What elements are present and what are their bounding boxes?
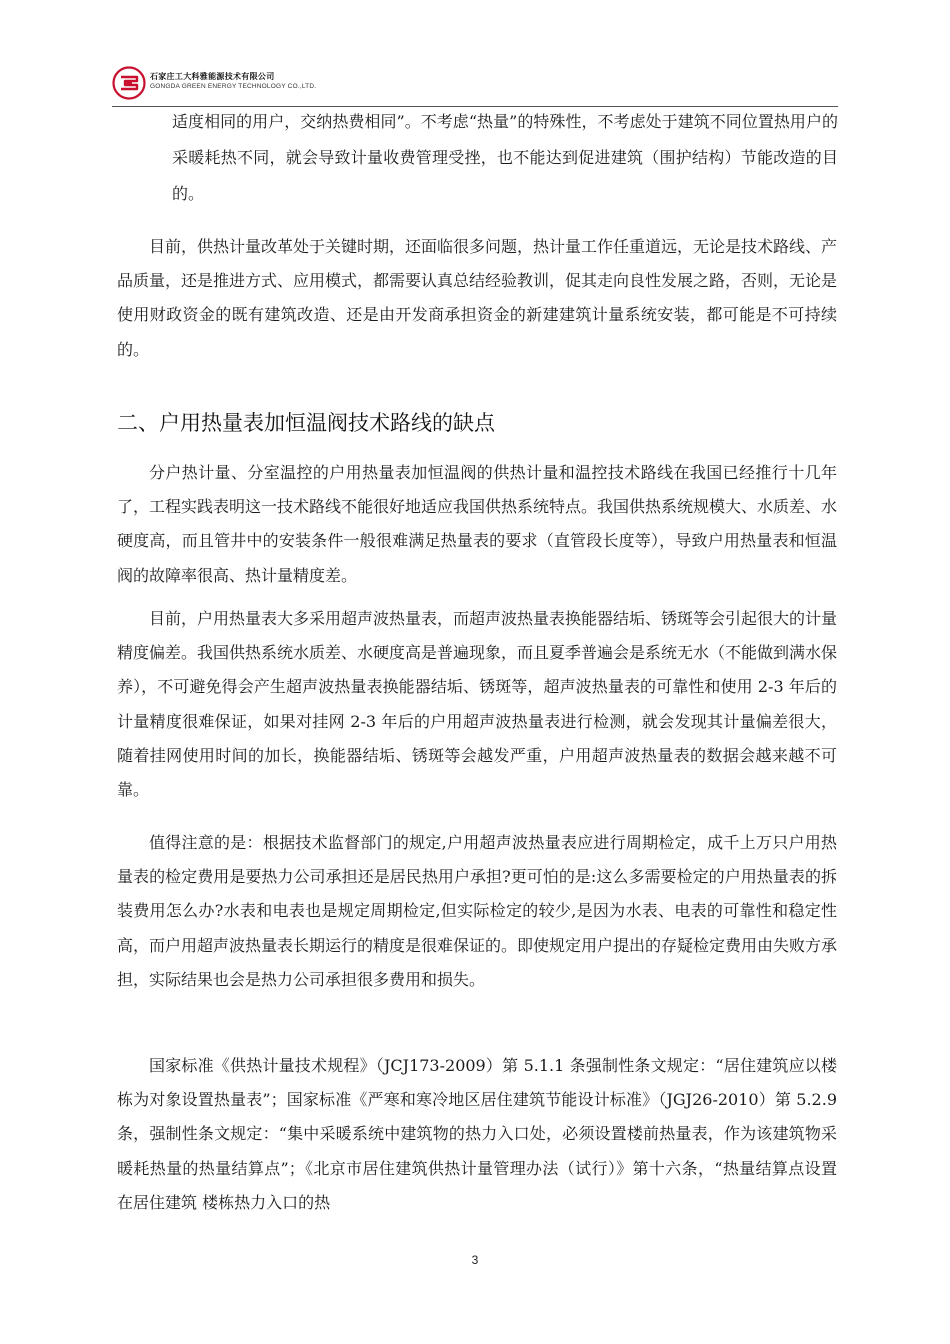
paragraph-section-2: 目前，户用热量表大多采用超声波热量表，而超声波热量表换能器结垢、锈斑等会引起很大的计量精度偏差。我国供热系统水质差、水硬度高是普遍现象，而且夏季普遍会是系统无水（不能做到满水保养），不可避免得会产生超声波热量表换能器结垢、锈斑等，超声波热量表的可靠性和使用 2-3 年后的计量精度很难保证，如果对挂网 2-3 年后的户用超声波热量表进行检测，就会发现其计量偏差很大，随着挂网使用时间的加长，换能器结垢、锈斑等会越发严重，户用超声波热量表的数据会越来越不可靠。 — [117, 609, 838, 800]
company-logo-icon — [112, 66, 146, 100]
paragraph-continuation: 适度相同的用户，交纳热费相同”。不考虑“热量”的特殊性，不考虑处于建筑不同位置热用户的采暖耗热不同，就会导致计量收费管理受挫，也不能达到促进建筑（围护结构）节能改造的目的。 — [172, 112, 838, 203]
page-header — [112, 64, 838, 107]
company-name-english: GONGDA GREEN ENERGY TECHNOLOGY CO.,LTD. — [150, 83, 317, 90]
paragraph-section-3: 值得注意的是：根据技术监督部门的规定,户用超声波热量表应进行周期检定，成千上万只户用热量表的检定费用是要热力公司承担还是居民热用户承担?更可怕的是:这么多需要检定的户用热量表的拆装费用怎么办?水表和电表也是规定周期检定,但实际检定的较少,是因为水表、电表的可靠性和稳定性高，而户用超声波热量表长期运行的精度是很难保证的。即使规定用户提出的存疑检定费用由失败方承担，实际结果也会是热力公司承担很多费用和损失。 — [117, 833, 838, 989]
page-number: 3 — [471, 1253, 479, 1267]
paragraph-current-situation: 目前，供热计量改革处于关键时期，还面临很多问题，热计量工作任重道远，无论是技术路线、产品质量，还是推进方式、应用模式，都需要认真总结经验教训，促其走向良性发展之路，否则，无论是使用财政资金的既有建筑改造、还是由开发商承担资金的新建建筑计量系统安装，都可能是不可持续的。 — [117, 237, 838, 359]
section-heading: 二、户用热量表加恒温阀技术路线的缺点 — [117, 411, 495, 435]
company-name-chinese: 石家庄工大科雅能源技术有限公司 — [150, 72, 275, 81]
company-name — [150, 72, 316, 92]
paragraph-section-1: 分户热计量、分室温控的户用热量表加恒温阀的供热计量和温控技术路线在我国已经推行十几年了，工程实践表明这一技术路线不能很好地适应我国供热系统特点。我国供热系统规模大、水质差、水硬度高，而且管井中的安装条件一般很难满足热量表的要求（直管段长度等），导致户用热量表和恒温阀的故障率很高、热计量精度差。 — [117, 463, 838, 585]
paragraph-section-4: 国家标准《供热计量技术规程》（JCJ173-2009）第 5.1.1 条强制性条文规定：“居住建筑应以楼栋为对象设置热量表”；国家标准《严寒和寒冷地区居住建筑节能设计标准》（JGJ26-2010）第 5.2.9 条，强制性条文规定：“集中采暖系统中建筑物的热力入口处，必须设置楼前热量表，作为该建筑物采暖耗热量的热量结算点”；《北京市居住建筑供热计量管理办法（试行）》第十六条，“热量结算点设置在居住建筑 楼栋热力入口的热 — [117, 1056, 837, 1212]
